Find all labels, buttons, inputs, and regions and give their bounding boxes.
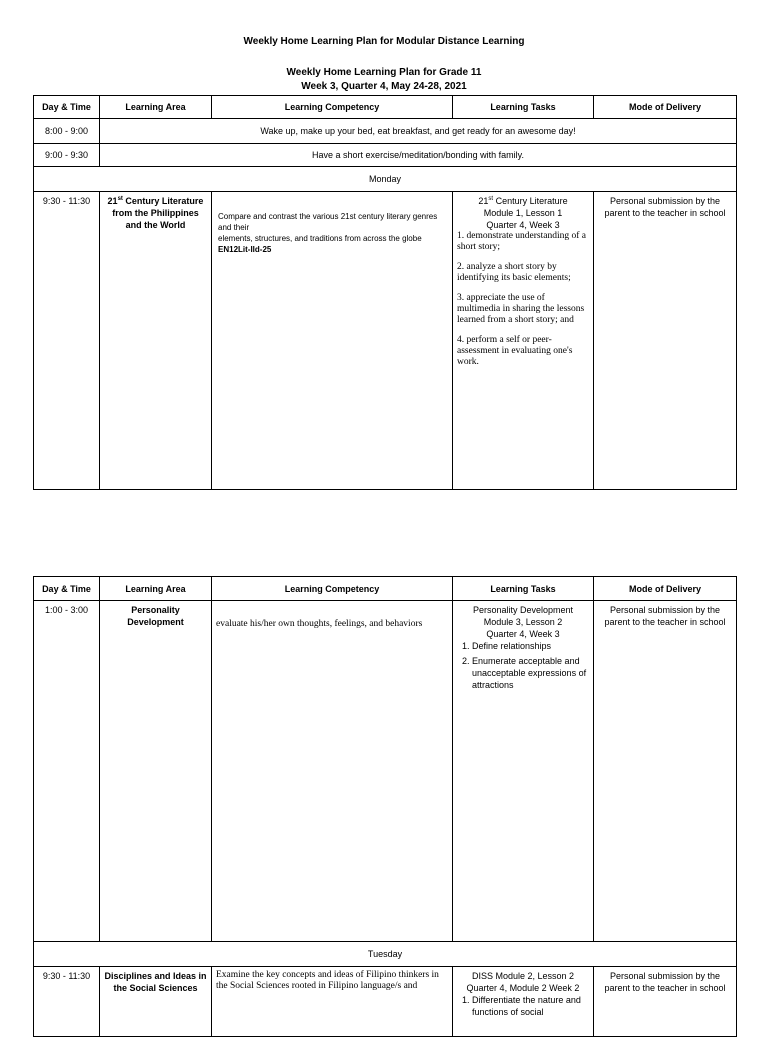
- header-learning-area: Learning Area: [100, 96, 212, 119]
- plan-table-morning: [33, 95, 737, 490]
- schedule-row: [34, 601, 737, 942]
- header-learning-tasks: Learning Tasks: [453, 577, 594, 601]
- task-heading: Personality Development Module 3, Lesson 2 Quarter 4, Week 3: [472, 605, 574, 639]
- day-row-tuesday: [34, 942, 737, 967]
- learning-competency: [212, 192, 453, 490]
- header-row: [34, 96, 737, 119]
- header-row: [34, 577, 737, 601]
- learning-competency: [212, 601, 453, 942]
- task-heading: 21st Century Literature Module 1, Lesson 1 Quarter 4, Week 3: [478, 196, 568, 230]
- learning-area: Personality Development: [100, 601, 212, 942]
- task-item: 2. Enumerate acceptable and unacceptable expressions of attractions: [472, 655, 589, 691]
- header-learning-competency: Learning Competency: [212, 577, 453, 601]
- learning-area: Disciplines and Ideas in the Social Sciences: [100, 967, 212, 1037]
- schedule-time: 9:30 - 11:30: [34, 967, 100, 1037]
- learning-tasks: [453, 601, 594, 942]
- header-learning-area: Learning Area: [100, 577, 212, 601]
- task-list: [457, 640, 589, 691]
- learning-tasks: [453, 192, 594, 490]
- schedule-time: 1:00 - 3:00: [34, 601, 100, 942]
- routine-activity: Wake up, make up your bed, eat breakfast, and get ready for an awesome day!: [100, 119, 737, 144]
- learning-tasks: [453, 967, 594, 1037]
- task-item: 1. demonstrate understanding of a short story;: [457, 231, 587, 252]
- routine-time: 8:00 - 9:00: [34, 119, 100, 144]
- competency-line: elements, structures, and traditions from across the globe: [218, 234, 422, 243]
- header-mode-of-delivery: Mode of Delivery: [594, 96, 737, 119]
- task-item: 1. Differentiate the nature and functions of social: [472, 994, 589, 1018]
- routine-activity: Have a short exercise/meditation/bonding with family.: [100, 144, 737, 167]
- plan-table-afternoon: [33, 576, 737, 1037]
- schedule-time: 9:30 - 11:30: [34, 192, 100, 490]
- day-label: Monday: [34, 167, 737, 192]
- competency-code: EN12Lit-IId-25: [218, 245, 272, 254]
- header-learning-tasks: Learning Tasks: [453, 96, 594, 119]
- competency-line: Examine the key concepts and ideas of Filipino thinkers in: [216, 970, 439, 980]
- header-mode-of-delivery: Mode of Delivery: [594, 577, 737, 601]
- competency-text: evaluate his/her own thoughts, feelings, and behaviors: [216, 619, 423, 629]
- schedule-row: [34, 192, 737, 490]
- task-item: 1. Define relationships: [472, 640, 589, 652]
- day-row-monday: [34, 167, 737, 192]
- mode-of-delivery: Personal submission by the parent to the teacher in school: [594, 192, 737, 490]
- header-learning-competency: Learning Competency: [212, 96, 453, 119]
- task-list: [457, 994, 589, 1018]
- task-item: 2. analyze a short story by identifying its basic elements;: [457, 262, 571, 283]
- competency-line: the Social Sciences rooted in Filipino language/s and: [216, 981, 418, 991]
- day-label: Tuesday: [34, 942, 737, 967]
- competency-line: Compare and contrast the various 21st century literary genres and their: [218, 212, 438, 232]
- task-item: 3. appreciate the use of multimedia in sharing the lessons learned from a short story; and: [457, 293, 585, 325]
- learning-area: 21st Century Literature from the Philippines and the World: [100, 192, 212, 490]
- document-title: Weekly Home Learning Plan for Modular Distance Learning: [243, 36, 525, 47]
- learning-competency: [212, 967, 453, 1037]
- header-day-time: Day & Time: [34, 96, 100, 119]
- grade-title: Weekly Home Learning Plan for Grade 11: [286, 67, 482, 78]
- mode-of-delivery: Personal submission by the parent to the teacher in school: [594, 601, 737, 942]
- week-title: Week 3, Quarter 4, May 24-28, 2021: [301, 81, 467, 92]
- task-heading: DISS Module 2, Lesson 2 Quarter 4, Module 2 Week 2: [466, 971, 580, 993]
- mode-of-delivery: Personal submission by the parent to the teacher in school: [594, 967, 737, 1037]
- task-item: 4. perform a self or peer-assessment in evaluating one's work.: [457, 335, 573, 367]
- header-day-time: Day & Time: [34, 577, 100, 601]
- routine-row: [34, 144, 737, 167]
- schedule-row: [34, 967, 737, 1037]
- routine-row: [34, 119, 737, 144]
- routine-time: 9:00 - 9:30: [34, 144, 100, 167]
